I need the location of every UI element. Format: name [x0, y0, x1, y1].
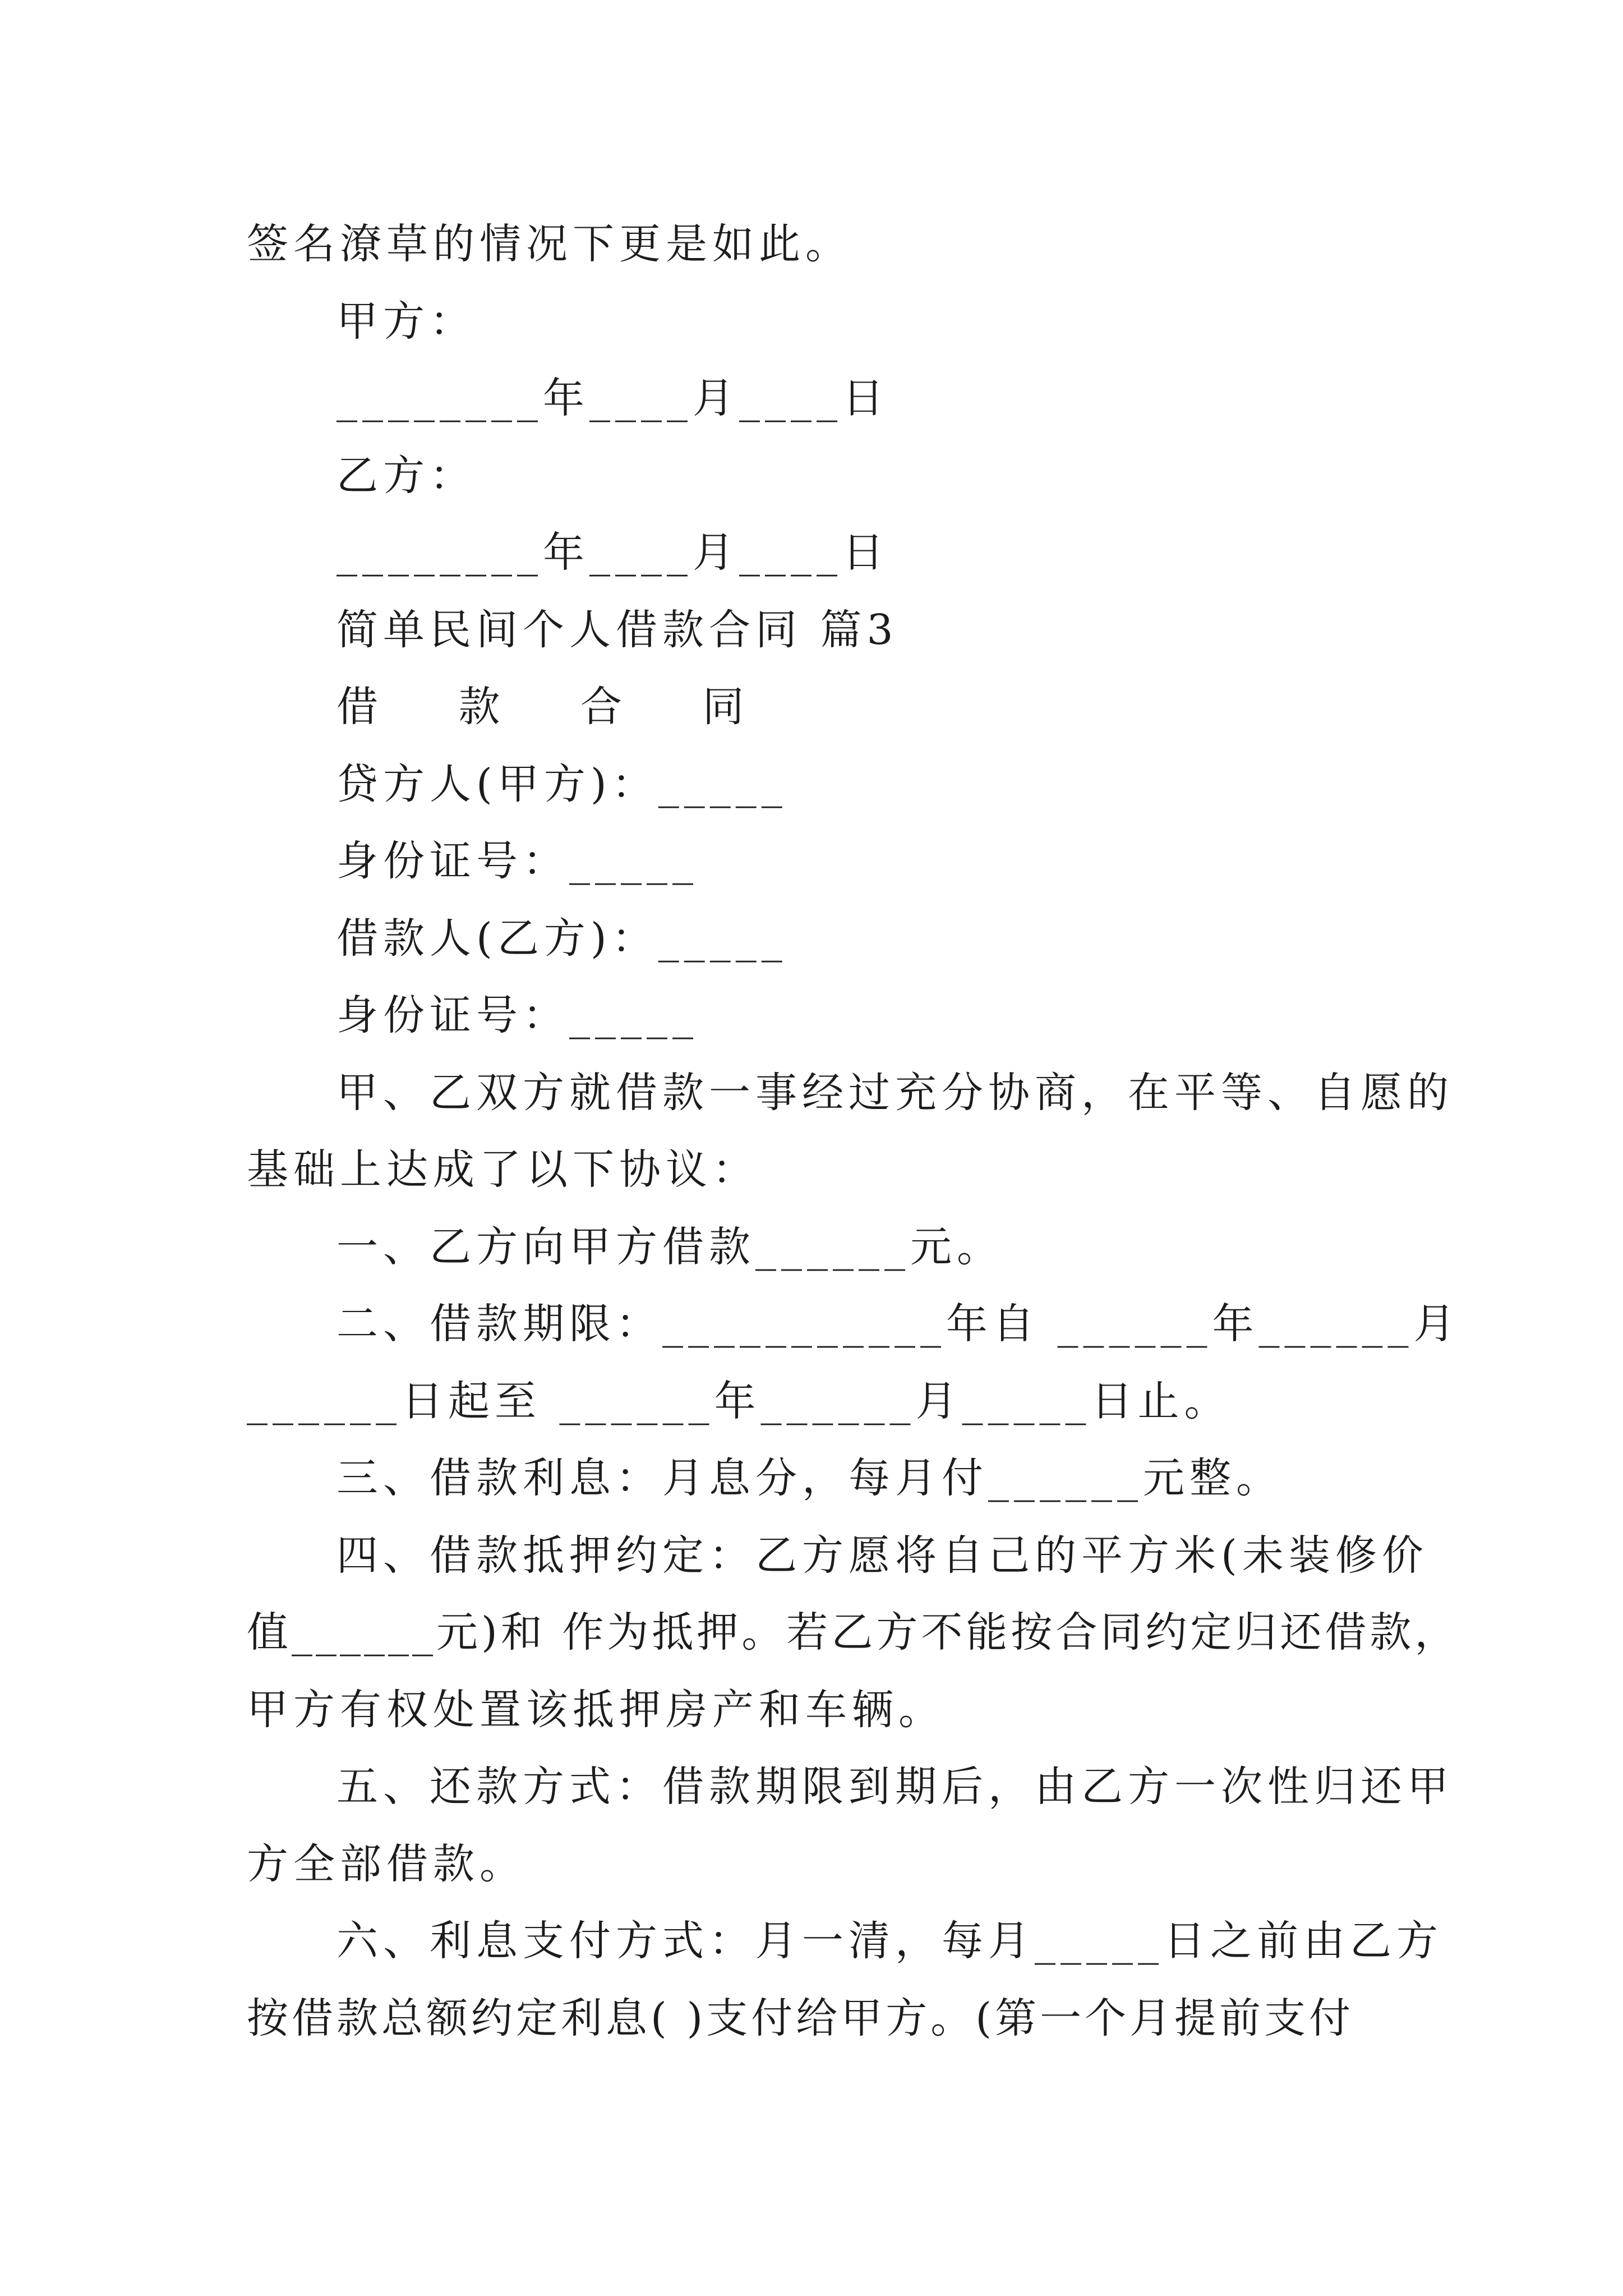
- text-line: 甲方有权处置该抵押房产和车辆。: [247, 1686, 945, 1734]
- clause-6: 六、利息支付方式：月一清，每月_____日之前由乙方: [336, 1917, 1443, 1965]
- text-line: 方全部借款。: [247, 1840, 526, 1888]
- lender-field: 贷方人(甲方)：_____: [336, 760, 787, 808]
- text-line: 按借款总额约定利息( )支付给甲方。(第一个月提前支付: [247, 1994, 1354, 2042]
- clause-4: 四、借款抵押约定：乙方愿将自己的平方米(未装修价: [336, 1531, 1428, 1580]
- text-line: ______日起至 ______年______月_____日止。: [247, 1377, 1231, 1425]
- section-heading: 简单民间个人借款合同 篇3: [336, 606, 898, 654]
- lender-id-field: 身份证号：_____: [336, 837, 698, 885]
- party-b-date-line: ________年____月____日: [336, 528, 889, 577]
- borrower-field: 借款人(乙方)：_____: [336, 914, 787, 963]
- clause-1: 一、乙方向甲方借款______元。: [336, 1223, 1003, 1271]
- text-line: 签名潦草的情况下更是如此。: [247, 220, 852, 268]
- borrower-id-field: 身份证号：_____: [336, 991, 698, 1039]
- contract-title: 借 款 合 同: [336, 683, 778, 731]
- text-line: 基础上达成了以下协议：: [247, 1145, 759, 1194]
- party-a-label: 甲方：: [336, 297, 476, 346]
- clause-3: 三、借款利息：月息分，每月付______元整。: [336, 1454, 1283, 1502]
- party-a-date-line: ________年____月____日: [336, 374, 889, 422]
- text-line: 值______元)和 作为抵押。若乙方不能按合同约定归还借款，: [247, 1608, 1460, 1657]
- party-b-label: 乙方：: [336, 452, 476, 500]
- text-line: 甲、乙双方就借款一事经过充分协商，在平等、自愿的: [336, 1069, 1454, 1117]
- clause-2: 二、借款期限：___________年自 ______年______月: [336, 1300, 1460, 1348]
- clause-5: 五、还款方式：借款期限到期后，由乙方一次性归还甲: [336, 1763, 1454, 1811]
